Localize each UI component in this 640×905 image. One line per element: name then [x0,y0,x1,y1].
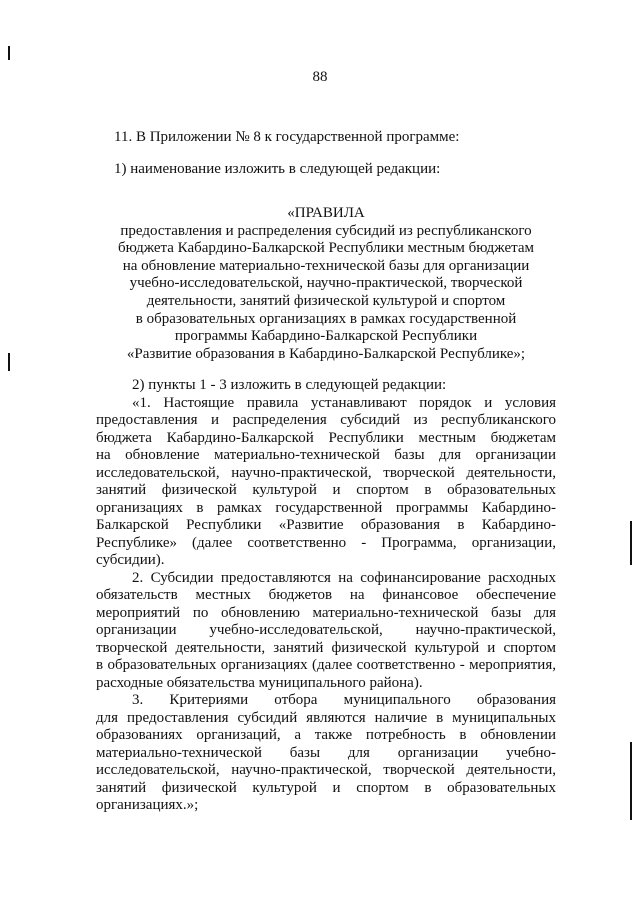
amendment-subitem-1: 1) наименование изложить в следующей редакции: [114,161,441,177]
paragraph-2-line: обязательств местных бюджетов на финансовое обеспечение [96,587,556,603]
paragraph-1-line: субсидии). [96,552,165,568]
rules-title-line: деятельности, занятий физической культурой и спортом [146,292,506,309]
rules-title-line: на обновление материально-технической базы для организации [122,257,530,274]
paragraph-2-line: 2. Субсидии предоставляются на софинансирование расходных [132,569,556,586]
paragraph-1-line: организациях в рамках государственной программы Кабардино- [96,499,556,516]
paragraph-3-line: материально-технической базы для организации учебно- [96,744,556,761]
rules-title [96,205,556,363]
paragraph-1-line: бюджета Кабардино-Балкарской Республики местным бюджетам [96,429,556,446]
paragraph-1-line: на обновление материально-технической базы для организации [96,447,556,463]
paragraph-1-line: Республике» (далее соответственно - Программа, организации, [96,534,556,551]
paragraph-1-line: исследовательской, научно-практической, творческой деятельности, [96,464,556,481]
paragraph-2-line: в образовательных организациях (далее соответственно - мероприятия, [96,657,556,673]
paragraph-1-line: предоставления и распределения субсидий из республиканского [96,412,556,428]
paragraph-2-line: мероприятий по обновлению материально-технической базы для [96,604,556,621]
paragraph-3-line: образованиях организаций, а также потребность в обновлении [96,727,556,743]
rules-title-line: бюджета Кабардино-Балкарской Республики местным бюджетам [118,240,534,257]
paragraph-1-line: Балкарской Республики «Развитие образования в Кабардино- [96,517,556,533]
paragraph-2-line: расходные обязательства муниципального района). [96,674,423,691]
rules-title-line: «ПРАВИЛА [287,205,365,221]
margin-scan-mark [8,46,10,60]
margin-scan-mark [8,353,10,371]
paragraph-3-line: для предоставления субсидий являются наличие в муниципальных [96,709,556,726]
paragraph-3-line: 3. Критериями отбора муниципального образования [132,692,556,708]
point-2-heading: 2) пункты 1 - 3 изложить в следующей редакции: [132,377,447,393]
page-number: 88 [312,69,328,85]
rules-title-line: в образовательных организациях в рамках государственной [135,310,517,327]
margin-scan-mark [630,521,632,565]
paragraph-1-line: «1. Настоящие правила устанавливают порядок и условия [132,394,556,411]
amendment-item-11: 11. В Приложении № 8 к государственной программе: [114,129,460,145]
rules-title-line: учебно-исследовательской, научно-практической, творческой [129,275,523,292]
paragraph-1-line: занятий физической культурой и спортом в образовательных [96,482,556,498]
document-body [96,377,556,815]
rules-title-line: предоставления и распределения субсидий из республиканского [120,222,532,239]
paragraph-3-line: исследовательской, научно-практической, творческой деятельности, [96,762,556,778]
rules-title-line: «Развитие образования в Кабардино-Балкарской Республике»; [126,345,526,362]
paragraph-2-line: организации учебно-исследовательской, научно-практической, [96,622,556,638]
rules-title-line: программы Кабардино-Балкарской Республики [174,328,478,345]
margin-scan-mark [630,742,632,820]
paragraph-2-line: творческой деятельности, занятий физической культурой и спортом [96,639,556,656]
paragraph-3-line: занятий физической культурой и спортом в образовательных [96,779,556,796]
paragraph-3-line: организациях.»; [96,797,199,813]
